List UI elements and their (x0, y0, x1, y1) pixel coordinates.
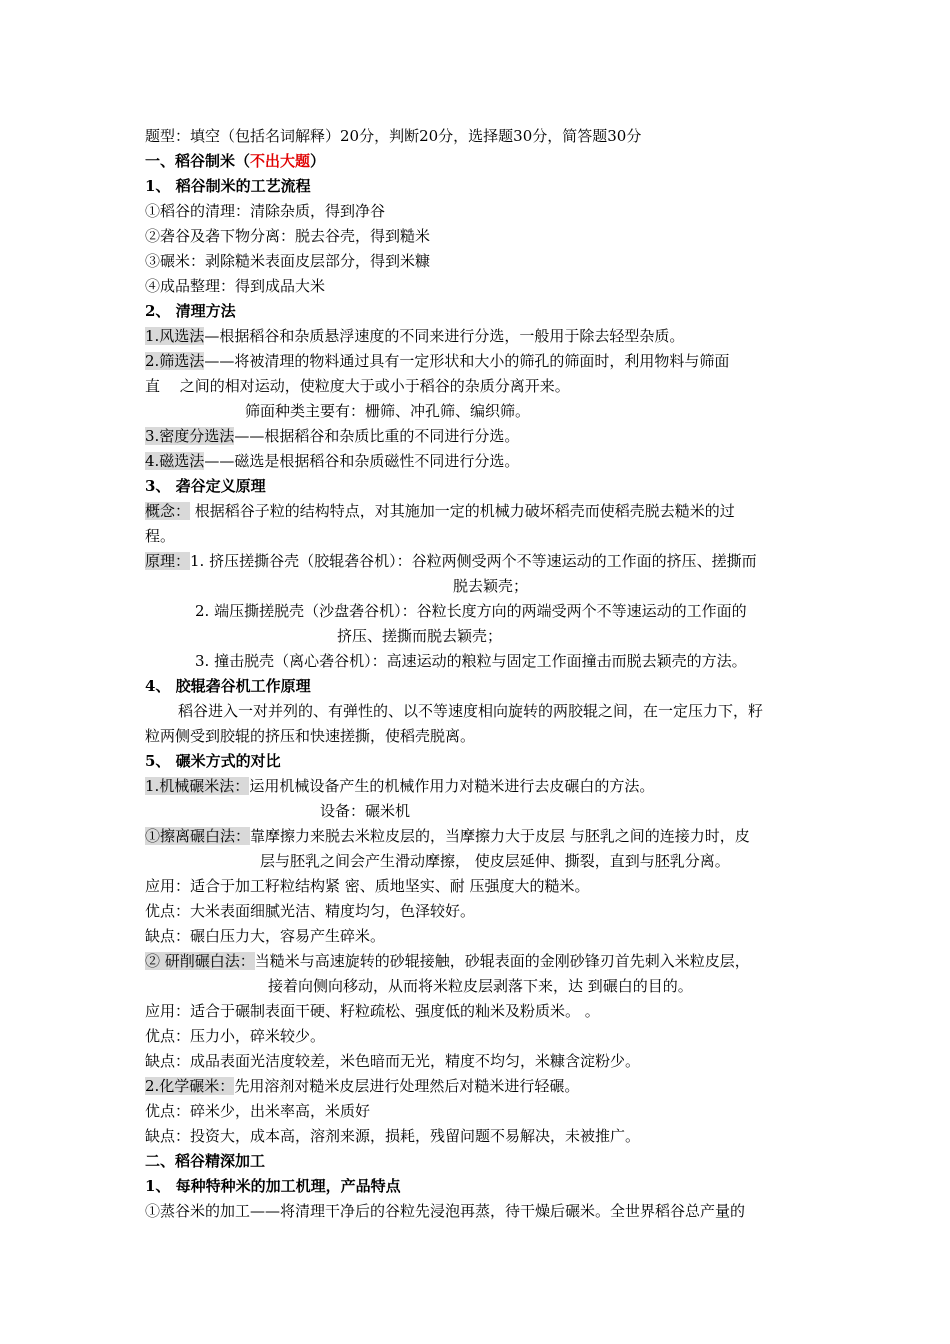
paragraph-line: 稻谷进入一对并列的、有弹性的、以不等速度相向旋转的两胶辊之间，在一定压力下，籽 (178, 702, 764, 720)
line-text: 运用机械设备产生的机械作用力对糙米进行去皮碾白的方法。 (249, 777, 655, 795)
highlight-term: ② 研削碾白法： (145, 952, 255, 970)
section-heading-deep-processing: 二、稻谷精深加工 (145, 1152, 266, 1170)
paragraph-line: 优点：碎米少，出米率高，米质好 (145, 1102, 371, 1120)
paragraph-line: ①蒸谷米的加工——将清理干净后的谷粒先浸泡再蒸，待干燥后碾米。全世界稻谷总产量的 (145, 1202, 746, 1220)
paragraph-line: 3. 撞击脱壳（离心砻谷机）：高速运动的粮粒与固定工作面撞击而脱去颖壳的方法。 (195, 652, 747, 670)
subheading-process: 1、 稻谷制米的工艺流程 (145, 177, 311, 195)
paragraph-line: 设备：碾米机 (320, 802, 411, 820)
paragraph-line: 层与胚乳之间会产生滑动摩擦， 使皮层延伸、撕裂，直到与胚乳分离。 (260, 852, 730, 870)
paragraph-line: 粒两侧受到胶辊的挤压和快速搓撕，使稻壳脱离。 (145, 727, 476, 745)
subheading-milling-compare: 5、 碾米方式的对比 (145, 752, 281, 770)
paragraph-line: 应用：适合于碾制表面干硬、籽粒疏松、强度低的籼米及粉质米。 。 (145, 1002, 600, 1020)
section-heading-rice-milling (145, 150, 325, 172)
paragraph-line (145, 325, 684, 347)
highlight-term: 4.磁选法 (145, 452, 205, 470)
paragraph-line: 优点：大米表面细腻光洁、精度均匀，色泽较好。 (145, 902, 476, 920)
line-text: 靠摩擦力来脱去米粒皮层的，当摩擦力大于皮层 与胚乳之间的连接力时，皮 (250, 827, 750, 845)
paragraph-line: 接着向侧向移动，从而将米粒皮层剥落下来，达 到碾白的目的。 (268, 977, 693, 995)
process-step: ④成品整理：得到成品大米 (145, 277, 326, 295)
highlight-term: ①擦离碾白法： (145, 827, 251, 845)
paragraph-line: 直 之间的相对运动，使粒度大于或小于稻谷的杂质分离开来。 (145, 377, 570, 395)
paragraph-line: 缺点：成品表面光洁度较差，米色暗而无光，精度不均匀，米糠含淀粉少。 (145, 1052, 641, 1070)
highlight-term: 1.风选法 (145, 327, 205, 345)
paragraph-line (145, 1075, 579, 1097)
subheading-special-rice: 1、 每种特种米的加工机理，产品特点 (145, 1177, 401, 1195)
paragraph-line: 程。 (145, 527, 176, 545)
paragraph-line (145, 425, 519, 447)
exam-format-line: 题型：填空（包括名词解释）20分，判断20分，选择题30分，简答题30分 (145, 127, 642, 145)
highlight-term: 原理： (145, 552, 191, 570)
paragraph-line: 挤压、搓撕而脱去颖壳； (337, 627, 503, 645)
subheading-husking: 3、 砻谷定义原理 (145, 477, 266, 495)
paragraph-line: 脱去颖壳； (453, 577, 529, 595)
line-text: 当糙米与高速旋转的砂辊接触，砂辊表面的金刚砂锋刃首先刺入米粒皮层， (254, 952, 750, 970)
subheading-rubber-roll: 4、 胶辊砻谷机工作原理 (145, 677, 311, 695)
paragraph-line (145, 450, 519, 472)
line-text: ——磁选是根据稻谷和杂质磁性不同进行分选。 (204, 452, 520, 470)
paragraph-line: 2. 端压撕搓脱壳（沙盘砻谷机）：谷粒长度方向的两端受两个不等速运动的工作面的 (195, 602, 747, 620)
line-text: 根据稻谷子粒的结构特点，对其施加一定的机械力破坏稻壳而使稻壳脱去糙米的过 (190, 502, 735, 520)
subheading-cleaning: 2、 清理方法 (145, 302, 236, 320)
highlight-term: 1.机械碾米法： (145, 777, 250, 795)
paragraph-line: 优点：压力小，碎米较少。 (145, 1027, 326, 1045)
process-step: ①稻谷的清理：清除杂质，得到净谷 (145, 202, 386, 220)
heading-text: 一、稻谷制米（ (145, 152, 251, 170)
paragraph-line (145, 500, 735, 522)
line-text: —根据稻谷和杂质悬浮速度的不同来进行分选，一般用于除去轻型杂质。 (204, 327, 685, 345)
heading-text-end: ） (310, 152, 326, 170)
paragraph-line (145, 950, 750, 972)
red-note: 不出大题 (250, 152, 311, 170)
line-text: ——将被清理的物料通过具有一定形状和大小的筛孔的筛面时，利用物料与筛面 (204, 352, 730, 370)
paragraph-line: 缺点：投资大，成本高，溶剂来源，损耗，残留问题不易解决，未被推广。 (145, 1127, 641, 1145)
paragraph-line: 筛面种类主要有：栅筛、冲孔筛、编织筛。 (245, 402, 531, 420)
highlight-term: 2.化学碾米： (145, 1077, 235, 1095)
line-text: 先用溶剂对糙米皮层进行处理然后对糙米进行轻碾。 (234, 1077, 580, 1095)
highlight-term: 2.筛选法 (145, 352, 205, 370)
line-text: 1. 挤压搓撕谷壳（胶辊砻谷机）：谷粒两侧受两个不等速运动的工作面的挤压、搓撕而 (190, 552, 757, 570)
paragraph-line (145, 775, 654, 797)
paragraph-line (145, 825, 750, 847)
paragraph-line (145, 350, 729, 372)
highlight-term: 概念： (145, 502, 191, 520)
line-text: ——根据稻谷和杂质比重的不同进行分选。 (234, 427, 520, 445)
paragraph-line: 应用：适合于加工籽粒结构紧 密、质地坚实、耐 压强度大的糙米。 (145, 877, 590, 895)
paragraph-line: 缺点：碾白压力大，容易产生碎米。 (145, 927, 386, 945)
paragraph-line (145, 550, 757, 572)
process-step: ③碾米：剥除糙米表面皮层部分，得到米糠 (145, 252, 431, 270)
process-step: ②砻谷及砻下物分离：脱去谷壳，得到糙米 (145, 227, 431, 245)
highlight-term: 3.密度分选法 (145, 427, 235, 445)
